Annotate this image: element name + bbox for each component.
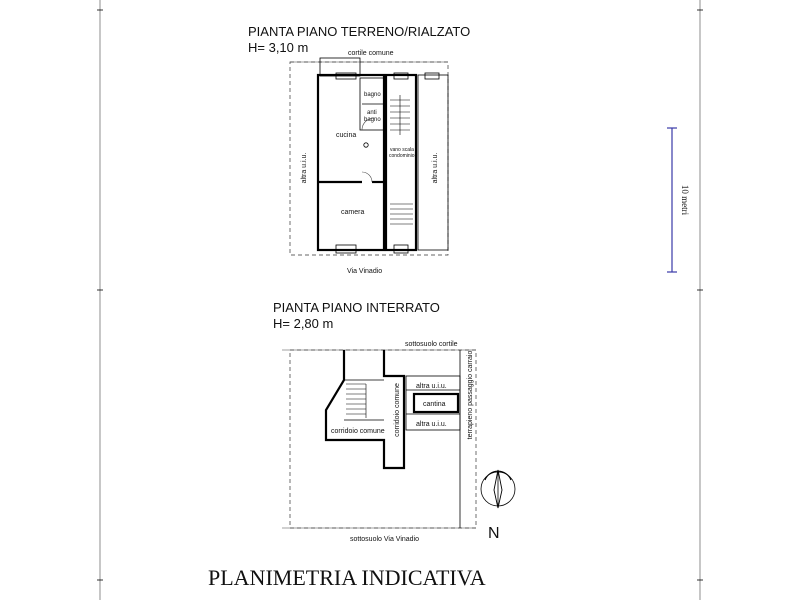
other-unit-right-label: altra u.i.u. [432, 152, 439, 184]
bedroom-label: camera [341, 209, 365, 216]
ground-floor-height: H= 3,10 m [248, 40, 309, 55]
bathroom-label: bagno [364, 92, 381, 98]
basement-title: PIANTA PIANO INTERRATO [273, 300, 440, 315]
scale-bar [667, 128, 690, 272]
courtyard-label: cortile comune [348, 50, 394, 57]
driveway-label: terrapieno passaggio carraio [467, 350, 474, 440]
basement-top-label: sottosuolo cortile [405, 341, 458, 348]
scale-label: 10 metri [680, 184, 690, 216]
kitchen-label: cucina [336, 132, 357, 139]
corridor-horizontal-label: corridoio comune [331, 428, 385, 435]
other-unit-label-2: altra u.i.u. [416, 421, 447, 428]
north-arrow-icon [481, 470, 515, 508]
basement-height: H= 2,80 m [273, 316, 334, 331]
ground-stairs-lower [390, 204, 413, 224]
north-label: N [488, 525, 500, 542]
anti-bath-label-2: bagno [364, 117, 381, 123]
stair-label-1: vano scala [390, 147, 414, 153]
ground-floor-plan [290, 58, 448, 255]
footer-title: PLANIMETRIA INDICATIVA [208, 565, 486, 590]
stair-label-2: condominio [389, 153, 415, 159]
cellar-label: cantina [423, 401, 446, 408]
corridor-vertical-label: corridoio comune [394, 383, 401, 437]
basement-bottom-label: sottosuolo Via Vinadio [350, 536, 420, 543]
anti-bath-label-1: anti [367, 110, 377, 116]
other-unit-left-label: altra u.i.u. [301, 152, 308, 184]
ground-stairs-upper [390, 95, 410, 135]
basement-stairs [346, 384, 366, 418]
basement-plan [282, 350, 476, 528]
ground-floor-title: PIANTA PIANO TERRENO/RIALZATO [248, 24, 471, 39]
street-label: Via Vinadio [347, 268, 383, 275]
other-unit-label-1: altra u.i.u. [416, 383, 447, 390]
